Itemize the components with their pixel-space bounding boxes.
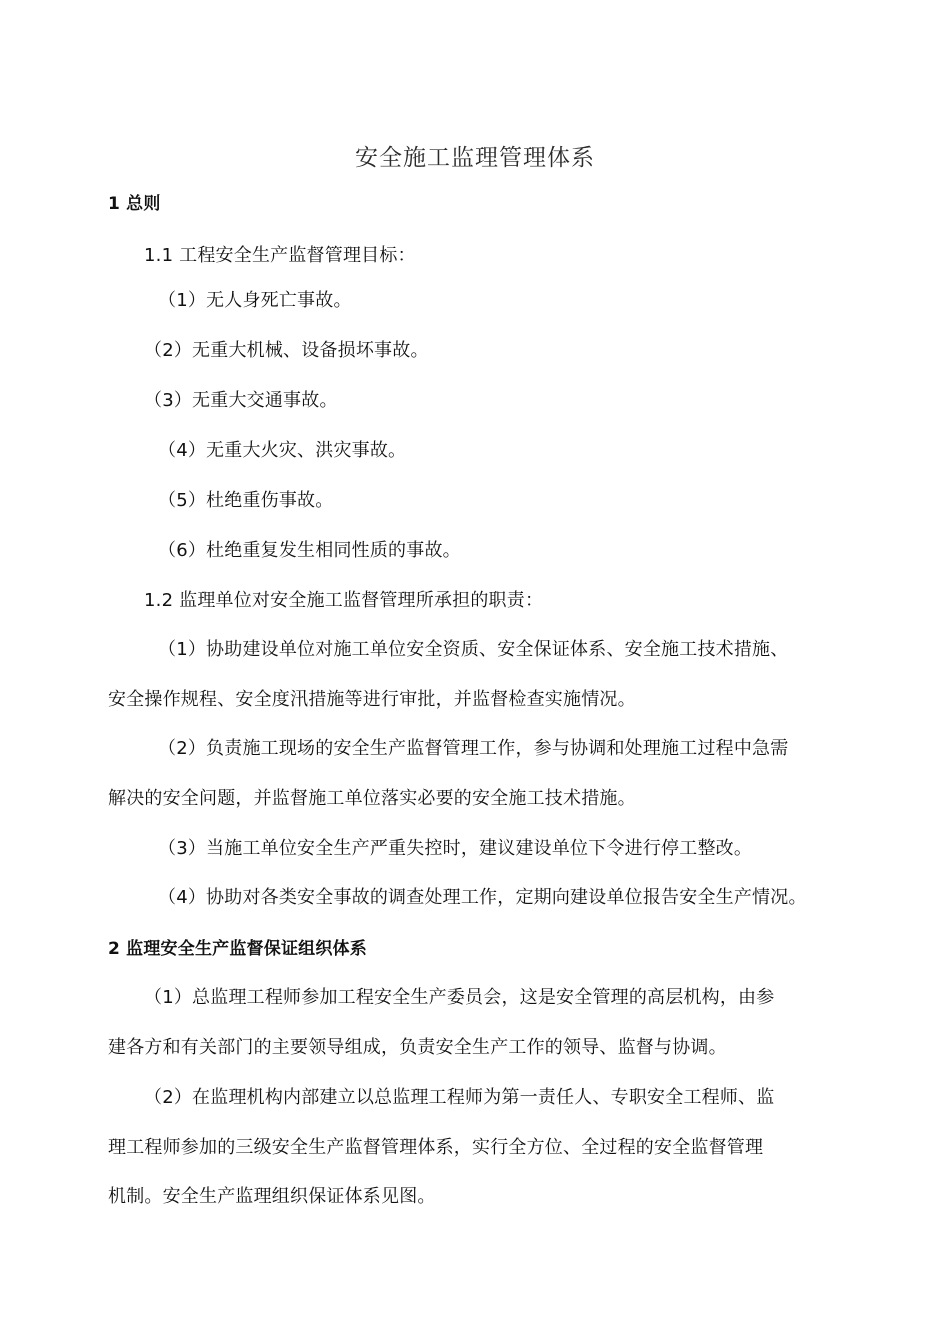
duty-1-line-1: （1）协助建设单位对施工单位安全资质、安全保证体系、安全施工技术措施、 [158,639,789,660]
section-1-1-heading: 1.1 工程安全生产监督管理目标： [144,245,416,266]
goal-item-2: （2）无重大机械、设备损坏事故。 [144,340,429,361]
document-title: 安全施工监理管理体系 [355,145,595,171]
section-2-heading: 2 监理安全生产监督保证组织体系 [108,939,367,959]
goal-item-4: （4）无重大火灾、洪灾事故。 [158,440,407,461]
duty-2-line-2: 解决的安全问题，并监督施工单位落实必要的安全施工技术措施。 [108,788,636,809]
section-1-heading: 1 总则 [108,194,161,214]
duty-3: （3）当施工单位安全生产严重失控时，建议建设单位下令进行停工整改。 [158,838,753,859]
org-1-line-2: 建各方和有关部门的主要领导组成，负责安全生产工作的领导、监督与协调。 [108,1037,727,1058]
org-2-line-3: 机制。安全生产监理组织保证体系见图。 [108,1186,436,1207]
goal-item-3: （3）无重大交通事故。 [144,390,338,411]
org-2-line-1: （2）在监理机构内部建立以总监理工程师为第一责任人、专职安全工程师、监 [144,1087,775,1108]
duty-1-line-2: 安全操作规程、安全度汛措施等进行审批，并监督检查实施情况。 [108,689,636,710]
duty-2-line-1: （2）负责施工现场的安全生产监督管理工作，参与协调和处理施工过程中急需 [158,738,789,759]
org-2-line-2: 理工程师参加的三级安全生产监督管理体系，实行全方位、全过程的安全监督管理 [108,1137,764,1158]
goal-item-6: （6）杜绝重复发生相同性质的事故。 [158,540,461,561]
goal-item-5: （5）杜绝重伤事故。 [158,490,334,511]
org-1-line-1: （1）总监理工程师参加工程安全生产委员会，这是安全管理的高层机构，由参 [144,987,775,1008]
duty-4: （4）协助对各类安全事故的调查处理工作，定期向建设单位报告安全生产情况。 [158,887,807,908]
section-1-2-heading: 1.2 监理单位对安全施工监督管理所承担的职责： [144,590,544,611]
goal-item-1: （1）无人身死亡事故。 [158,290,352,311]
